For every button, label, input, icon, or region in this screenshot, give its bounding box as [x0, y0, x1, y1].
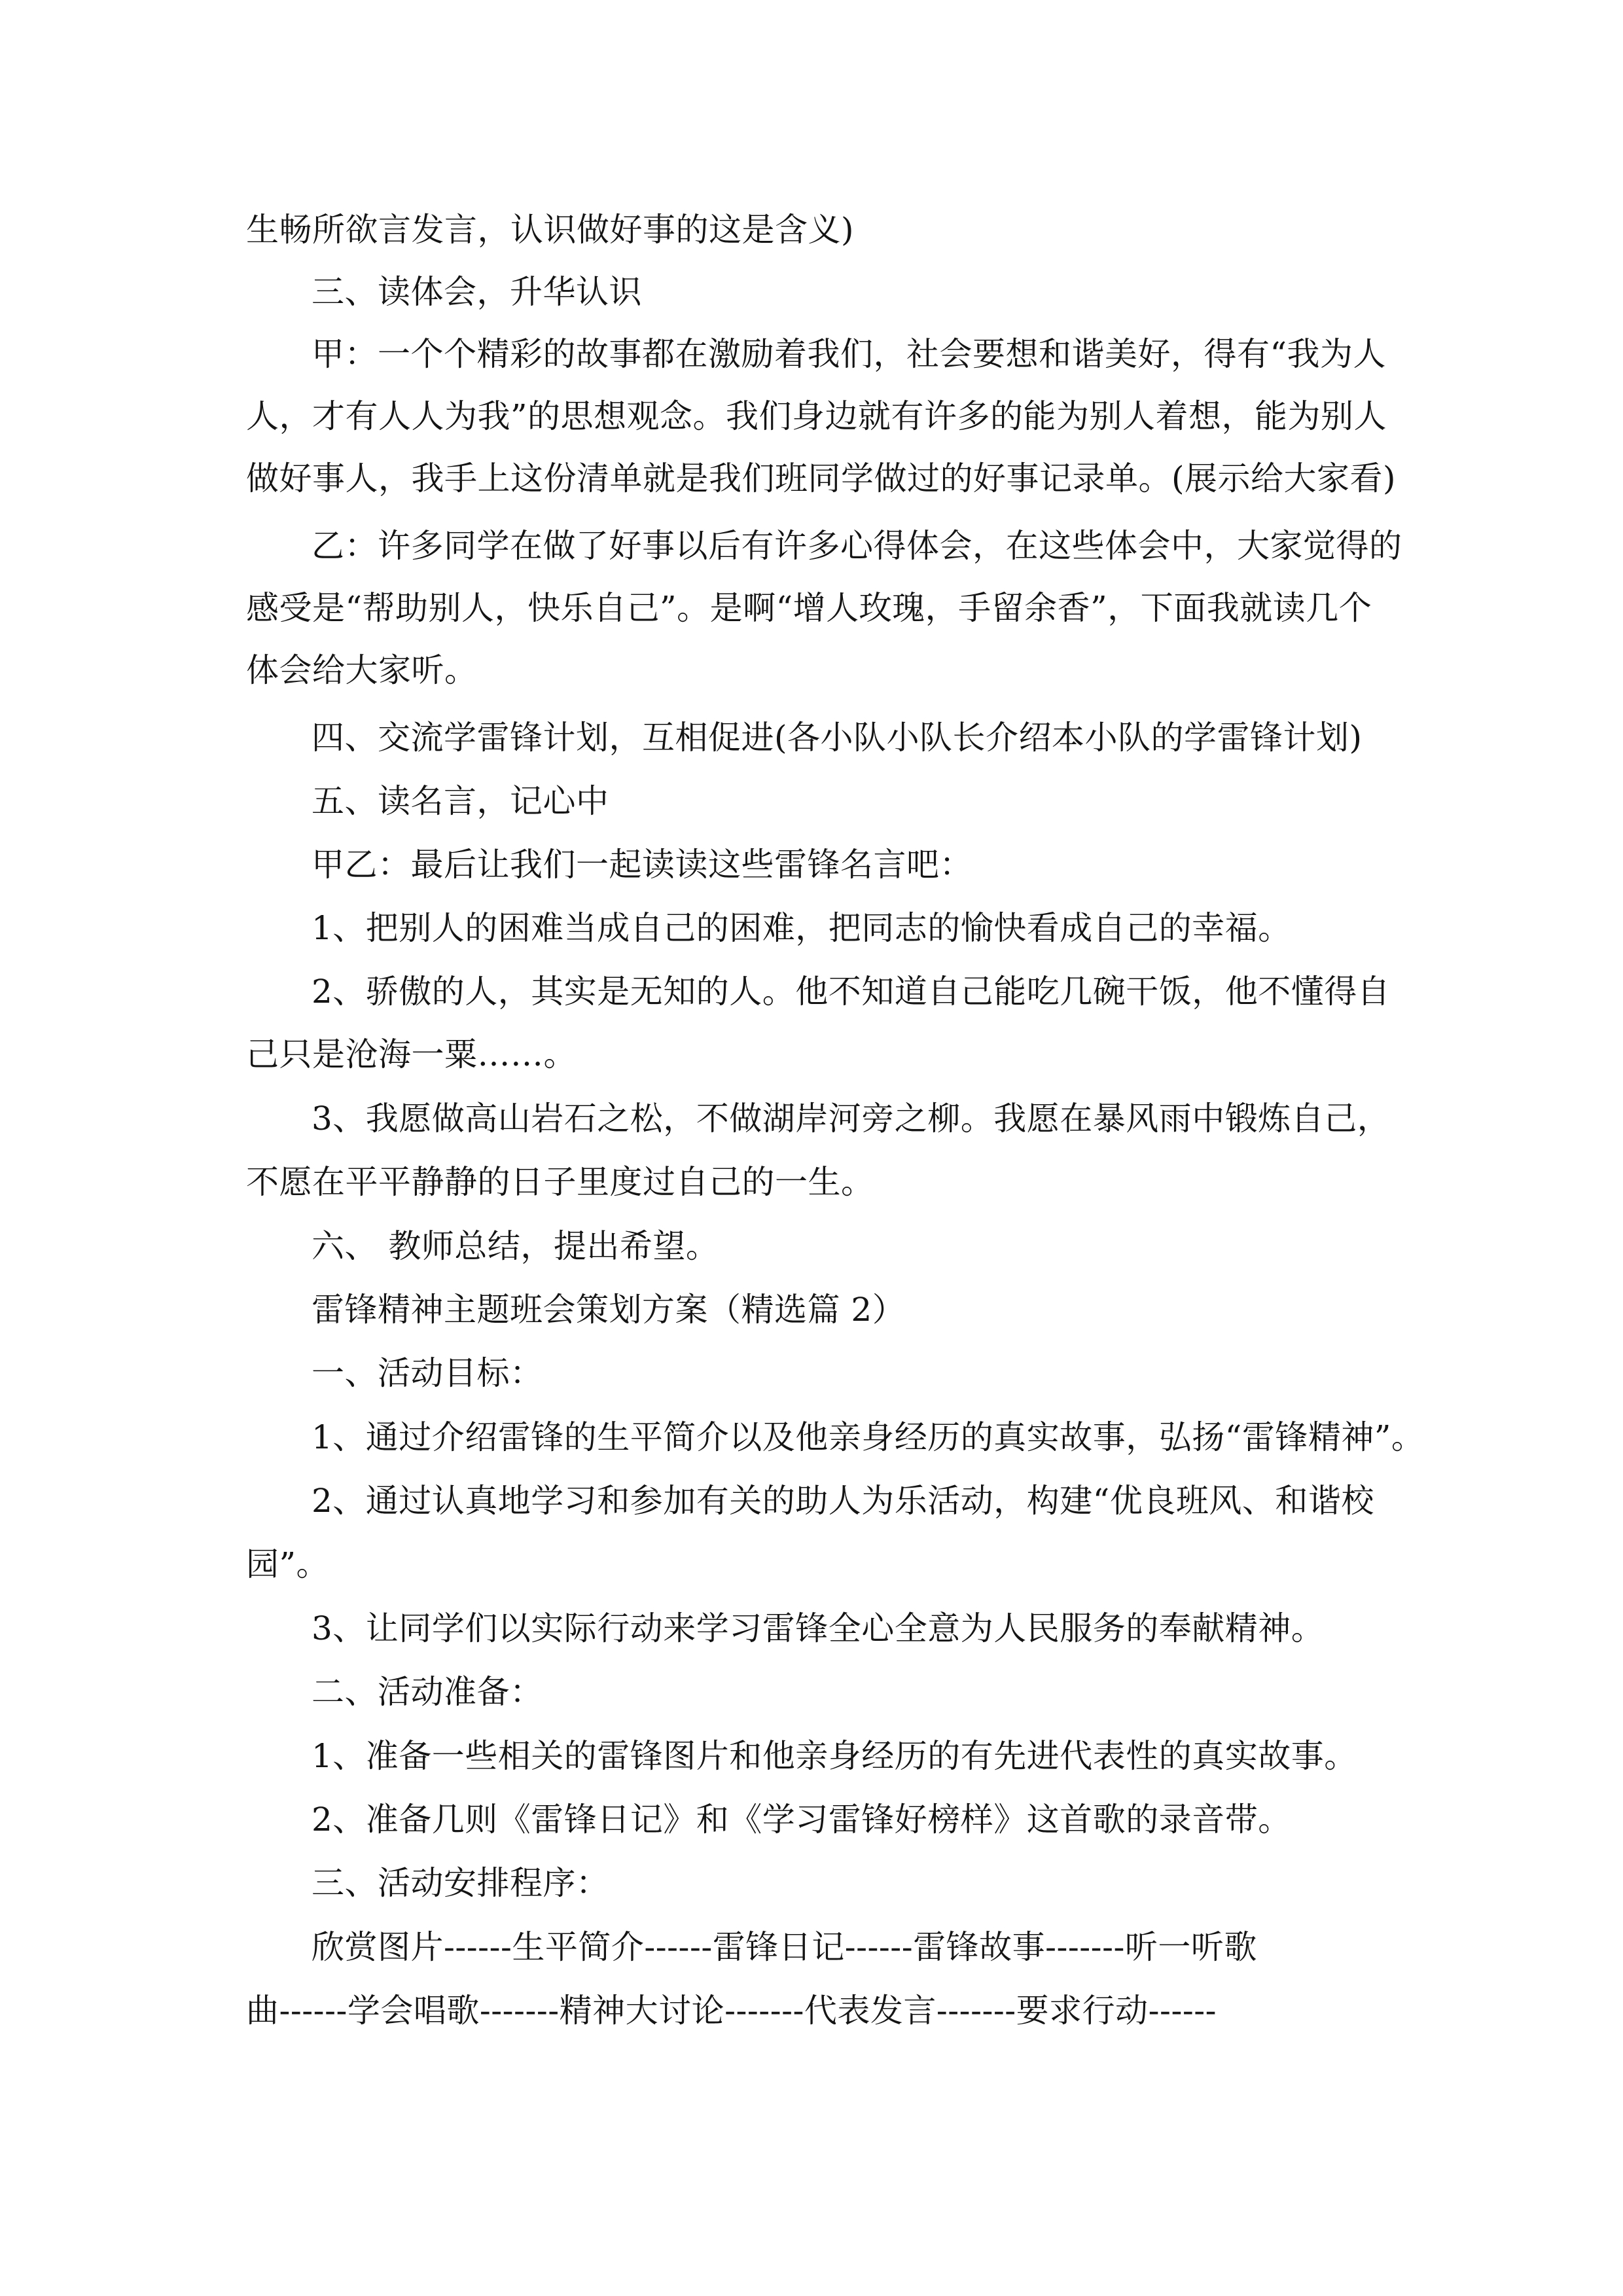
paragraph-line: 人，才有人人为我”的思想观念。我们身边就有许多的能为别人着想，能为别人 [246, 397, 1387, 435]
paragraph-line: 生畅所欲言发言，认识做好事的这是含义) [246, 211, 855, 249]
section-heading: 五、读名言，记心中 [312, 782, 609, 820]
paragraph-line: 欣赏图片------生平简介------雷锋日记------雷锋故事-------听一听歌 [312, 1928, 1257, 1966]
paragraph-line: 园”。 [246, 1545, 330, 1583]
section-heading: 三、读体会，升华认识 [312, 273, 642, 311]
section-heading: 四、交流学雷锋计划，互相促进(各小队小队长介绍本小队的学雷锋计划) [312, 719, 1363, 757]
paragraph-line: 感受是“帮助别人，快乐自己”。是啊“增人玫瑰，手留余香”，下面我就读几个 [246, 589, 1372, 627]
section-heading: 一、活动目标： [312, 1354, 543, 1392]
list-item: 2、准备几则《雷锋日记》和《学习雷锋好榜样》这首歌的录音带。 [312, 1801, 1291, 1839]
section-heading: 六、 教师总结，提出希望。 [312, 1227, 719, 1265]
paragraph-line: 曲------学会唱歌-------精神大讨论-------代表发言-------要求行动------ [246, 1992, 1217, 2030]
quote-item: 3、我愿做高山岩石之松，不做湖岸河旁之柳。我愿在暴风雨中锻炼自己， [312, 1100, 1391, 1138]
list-item: 1、准备一些相关的雷锋图片和他亲身经历的有先进代表性的真实故事。 [312, 1737, 1357, 1775]
section-heading: 二、活动准备： [312, 1673, 543, 1711]
list-item: 1、通过介绍雷锋的生平简介以及他亲身经历的真实故事，弘扬“雷锋精神”。 [312, 1418, 1425, 1456]
article-title: 雷锋精神主题班会策划方案（精选篇 2） [312, 1291, 906, 1329]
quote-item: 2、骄傲的人，其实是无知的人。他不知道自己能吃几碗干饭，他不懂得自 [312, 973, 1391, 1011]
paragraph-line: 己只是沧海一粟……。 [246, 1035, 577, 1073]
paragraph-line: 做好事人，我手上这份清单就是我们班同学做过的好事记录单。(展示给大家看) [246, 459, 1397, 497]
paragraph-line: 甲：一个个精彩的故事都在激励着我们，社会要想和谐美好，得有“我为人 [312, 335, 1387, 373]
paragraph-line: 甲乙：最后让我们一起读读这些雷锋名言吧： [312, 846, 972, 884]
list-item: 2、通过认真地学习和参加有关的助人为乐活动，构建“优良班风、和谐校 [312, 1482, 1374, 1520]
paragraph-line: 乙：许多同学在做了好事以后有许多心得体会，在这些体会中，大家觉得的 [312, 527, 1402, 565]
list-item: 3、让同学们以实际行动来学习雷锋全心全意为人民服务的奉献精神。 [312, 1609, 1325, 1647]
section-heading: 三、活动安排程序： [312, 1864, 609, 1902]
paragraph-line: 不愿在平平静静的日子里度过自己的一生。 [246, 1163, 874, 1201]
paragraph-line: 体会给大家听。 [246, 651, 478, 689]
quote-item: 1、把别人的困难当成自己的困难，把同志的愉快看成自己的幸福。 [312, 909, 1291, 947]
